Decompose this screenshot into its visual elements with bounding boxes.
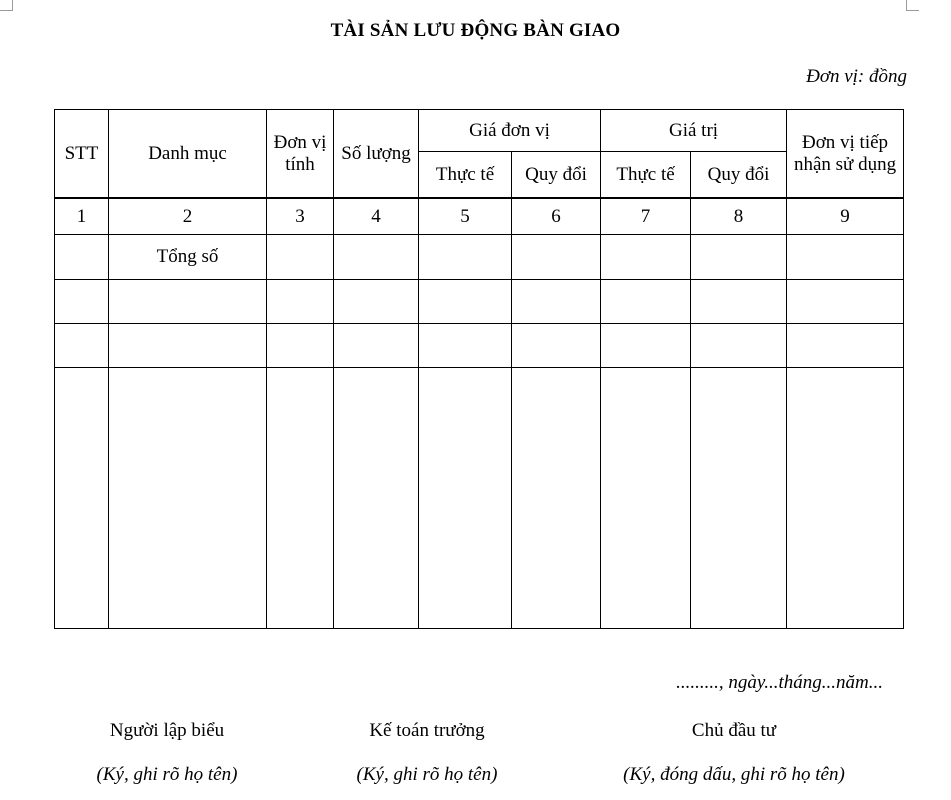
signer-preparer bbox=[72, 720, 262, 786]
header-thuc-te-gia-don-vi: Thực tế bbox=[419, 152, 512, 198]
header-thuc-te-gia-tri: Thực tế bbox=[601, 152, 691, 198]
signer-note: (Ký, ghi rõ họ tên) bbox=[96, 764, 238, 785]
column-number-row bbox=[55, 198, 904, 234]
crop-mark-top-right bbox=[906, 0, 919, 11]
header-quy-doi-gia-don-vi: Quy đổi bbox=[512, 152, 601, 198]
unit-note: Đơn vị: đồng bbox=[806, 66, 907, 87]
column-number: 8 bbox=[691, 198, 787, 234]
signer-note: (Ký, đóng dấu, ghi rõ họ tên) bbox=[623, 764, 845, 785]
table-cell bbox=[787, 368, 904, 629]
table-cell bbox=[55, 235, 109, 279]
column-number: 6 bbox=[512, 198, 601, 234]
table-cell bbox=[787, 279, 904, 323]
column-number: 2 bbox=[109, 198, 267, 234]
table-cell bbox=[334, 368, 419, 629]
table-cell bbox=[109, 279, 267, 323]
table-row bbox=[55, 324, 904, 368]
signer-role: Chủ đầu tư bbox=[691, 720, 777, 741]
table-cell bbox=[109, 368, 267, 629]
header-danh-muc: Danh mục bbox=[109, 110, 267, 199]
signer-role: Người lập biểu bbox=[109, 720, 225, 741]
signer-role: Kế toán trưởng bbox=[369, 720, 485, 741]
column-number: 3 bbox=[267, 198, 334, 234]
table-row bbox=[55, 368, 904, 629]
signer-note: (Ký, ghi rõ họ tên) bbox=[356, 764, 498, 785]
table-cell bbox=[55, 279, 109, 323]
table-cell bbox=[601, 279, 691, 323]
table-cell bbox=[334, 235, 419, 279]
crop-mark-top-left bbox=[0, 0, 13, 11]
asset-handover-table bbox=[54, 109, 904, 629]
header-stt: STT bbox=[55, 110, 109, 199]
column-number: 1 bbox=[55, 198, 109, 234]
total-label-cell: Tổng số bbox=[109, 235, 267, 279]
table-cell bbox=[787, 324, 904, 368]
table-cell bbox=[419, 368, 512, 629]
table-cell bbox=[512, 324, 601, 368]
document-title: TÀI SẢN LƯU ĐỘNG BÀN GIAO bbox=[330, 20, 621, 41]
table-cell bbox=[601, 368, 691, 629]
header-gia-tri: Giá trị bbox=[601, 110, 787, 152]
signer-investor bbox=[594, 720, 874, 786]
header-quy-doi-gia-tri: Quy đổi bbox=[691, 152, 787, 198]
table-row-total bbox=[55, 235, 904, 279]
table-cell bbox=[109, 324, 267, 368]
table-cell bbox=[267, 279, 334, 323]
table-cell bbox=[55, 368, 109, 629]
table-cell bbox=[334, 324, 419, 368]
table-cell bbox=[267, 235, 334, 279]
table-cell bbox=[691, 279, 787, 323]
signer-chief-accountant bbox=[332, 720, 522, 786]
header-don-vi-tiep-nhan: Đơn vị tiếp nhận sử dụng bbox=[787, 110, 904, 199]
date-line: ........., ngày...tháng...năm... bbox=[676, 672, 883, 693]
column-number: 4 bbox=[334, 198, 419, 234]
table-cell bbox=[691, 368, 787, 629]
table-cell bbox=[691, 235, 787, 279]
header-so-luong: Số lượng bbox=[334, 110, 419, 199]
table-cell bbox=[419, 279, 512, 323]
table-cell bbox=[419, 324, 512, 368]
table-cell bbox=[601, 324, 691, 368]
column-number: 5 bbox=[419, 198, 512, 234]
table-cell bbox=[267, 368, 334, 629]
table-cell bbox=[512, 368, 601, 629]
table-cell bbox=[787, 235, 904, 279]
table-cell bbox=[512, 279, 601, 323]
column-number: 9 bbox=[787, 198, 904, 234]
table-cell bbox=[267, 324, 334, 368]
table-cell bbox=[601, 235, 691, 279]
header-don-vi-tinh: Đơn vị tính bbox=[267, 110, 334, 199]
header-gia-don-vi: Giá đơn vị bbox=[419, 110, 601, 152]
table-row bbox=[55, 279, 904, 323]
table-cell bbox=[419, 235, 512, 279]
table-cell bbox=[55, 324, 109, 368]
table-cell bbox=[512, 235, 601, 279]
column-number: 7 bbox=[601, 198, 691, 234]
table-cell bbox=[691, 324, 787, 368]
table-cell bbox=[334, 279, 419, 323]
